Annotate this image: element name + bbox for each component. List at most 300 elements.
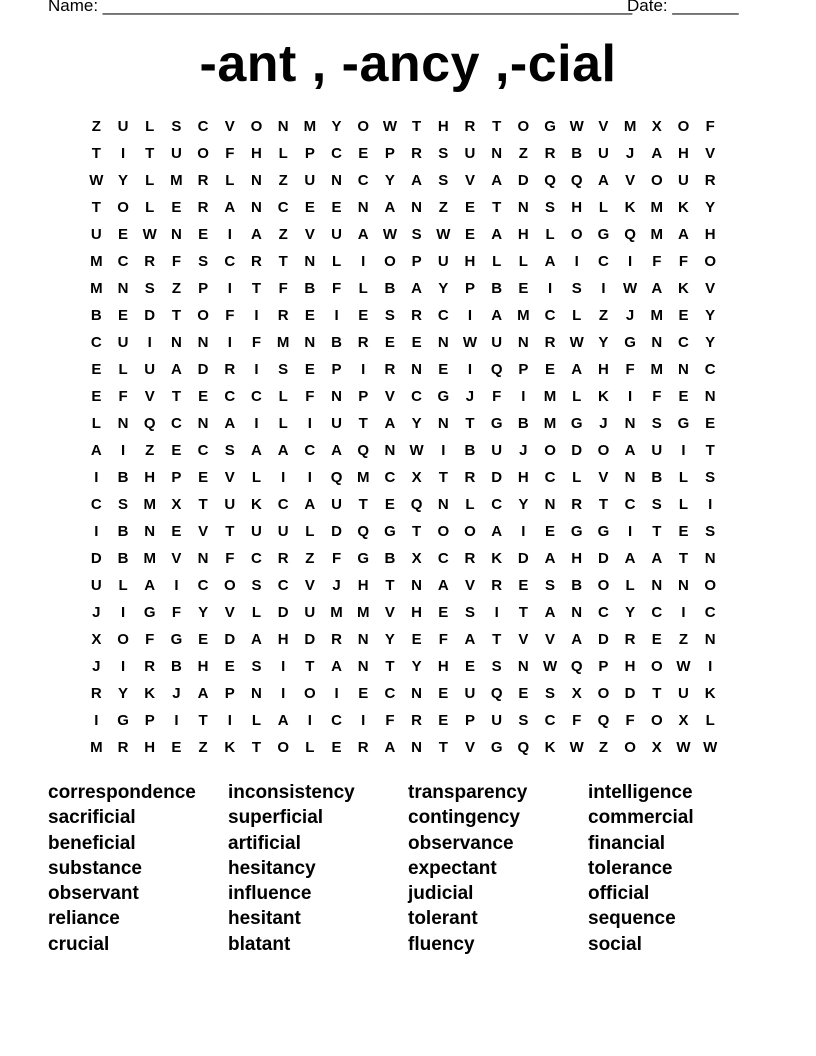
grid-letter: E [411,631,422,648]
grid-letter: U [331,415,342,432]
grid-letter: L [278,415,288,432]
grid-letter: F [145,631,155,648]
grid-letter: Z [598,739,608,756]
grid-letter: D [597,550,609,567]
grid-letter: I [174,577,179,594]
word-list-item: blatant [228,933,291,955]
grid-letter: C [197,577,209,594]
grid-letter: D [517,550,529,567]
grid-letter: Y [705,334,716,351]
grid-letter: C [251,388,262,405]
grid-letter: N [624,469,636,486]
grid-letter: R [144,253,156,270]
grid-letter: L [145,118,155,135]
grid-letter: R [251,253,262,270]
grid-letter: T [358,496,368,513]
grid-letter: O [117,631,129,648]
grid-letter: Q [570,658,583,675]
grid-letter: C [437,550,449,567]
grid-letter: P [464,712,475,729]
grid-letter: N [251,172,262,189]
grid-letter: O [464,523,476,540]
grid-letter: I [120,442,126,459]
grid-letter: N [144,523,156,540]
grid-letter: O [544,442,556,459]
grid-letter: S [464,604,475,621]
word-search-grid [83,113,724,761]
grid-letter: I [307,469,312,486]
grid-letter: R [704,172,716,189]
grid-letter: G [677,415,690,432]
grid-letter: N [517,334,529,351]
grid-letter: H [678,145,689,162]
grid-letter: E [651,631,662,648]
grid-letter: W [142,226,157,243]
grid-letter: O [704,253,716,270]
word-list-item: hesitant [228,908,301,930]
grid-letter: I [120,145,126,162]
grid-letter: S [491,658,502,675]
grid-letter: M [143,550,156,567]
grid-letter: Z [278,226,288,243]
grid-letter: T [598,496,608,513]
grid-letter: S [518,712,529,729]
grid-letter: N [704,550,716,567]
grid-letter: C [197,442,209,459]
grid-letter: T [251,739,262,756]
grid-letter: G [624,334,636,351]
grid-letter: A [544,550,556,567]
word-list-item: social [588,933,642,955]
grid-letter: N [331,388,342,405]
grid-letter: A [384,739,396,756]
grid-letter: O [650,712,663,729]
grid-letter: L [598,199,608,216]
grid-letter: N [117,415,129,432]
grid-letter: K [624,199,636,216]
grid-letter: H [437,658,449,675]
grid-letter: Q [544,172,556,189]
grid-letter: M [650,226,664,243]
grid-letter: I [174,712,179,729]
grid-letter: S [251,577,262,594]
grid-letter: X [91,631,102,648]
grid-letter: Z [278,172,288,189]
grid-letter: W [542,658,558,675]
grid-letter: U [491,712,503,729]
grid-letter: P [384,145,395,162]
grid-letter: N [411,361,423,378]
grid-letter: N [437,334,449,351]
grid-letter: U [597,145,609,162]
grid-letter: V [464,577,475,594]
grid-letter: U [90,226,102,243]
grid-letter: I [681,604,686,621]
grid-letter: O [357,118,370,135]
grid-letter: M [90,739,103,756]
grid-letter: O [597,442,610,459]
grid-letter: A [651,550,663,567]
grid-letter: E [171,199,182,216]
grid-letter: M [143,496,156,513]
grid-letter: U [464,685,476,702]
word-list-item: beneficial [48,832,136,854]
grid-letter: E [198,631,209,648]
grid-letter: S [384,307,395,324]
grid-letter: E [304,307,315,324]
grid-letter: E [438,685,449,702]
grid-letter: W [569,739,584,756]
grid-letter: U [251,523,262,540]
grid-letter: F [331,550,342,567]
grid-letter: T [91,199,101,216]
grid-letter: S [224,442,235,459]
grid-letter: F [652,253,662,270]
grid-letter: L [465,496,475,513]
grid-letter: E [118,307,129,324]
grid-letter: L [91,415,101,432]
grid-letter: B [517,415,529,432]
grid-letter: L [251,712,262,729]
grid-letter: V [598,469,609,486]
grid-letter: N [357,658,369,675]
grid-letter: V [705,145,716,162]
grid-letter: R [144,658,156,675]
grid-letter: A [144,577,156,594]
grid-letter: L [572,388,582,405]
grid-letter: M [90,253,103,270]
grid-letter: A [597,172,609,189]
grid-letter: E [198,388,209,405]
grid-letter: M [517,307,530,324]
grid-letter: S [545,685,556,702]
grid-letter: A [491,226,503,243]
grid-letter: A [277,442,289,459]
grid-letter: C [331,145,342,162]
grid-letter: K [597,388,609,405]
grid-letter: Y [411,415,422,432]
grid-letter: V [464,739,475,756]
grid-letter: J [519,442,528,459]
grid-letter: Q [490,685,503,702]
grid-letter: Z [598,307,608,324]
grid-letter: C [411,388,423,405]
grid-letter: A [224,415,236,432]
grid-letter: L [145,172,155,189]
grid-letter: L [572,307,582,324]
grid-letter: E [384,334,395,351]
grid-letter: M [276,334,290,351]
grid-letter: V [304,577,315,594]
grid-letter: E [438,712,449,729]
grid-letter: N [411,685,423,702]
grid-letter: K [491,550,503,567]
grid-letter: M [90,280,103,297]
grid-letter: I [708,496,713,513]
grid-letter: G [544,118,556,135]
grid-letter: Z [198,739,208,756]
grid-letter: Q [143,415,156,432]
grid-letter: W [623,280,638,297]
word-list-item: inconsistency [228,782,355,803]
grid-letter: P [411,253,422,270]
grid-letter: C [597,253,609,270]
grid-letter: O [650,658,663,675]
grid-letter: L [251,604,262,621]
grid-letter: F [652,388,662,405]
grid-letter: C [90,334,102,351]
grid-letter: F [225,550,235,567]
grid-letter: T [652,523,662,540]
grid-letter: U [304,604,316,621]
grid-letter: X [651,118,662,135]
grid-letter: N [304,334,316,351]
grid-letter: A [304,496,316,513]
grid-letter: P [464,280,475,297]
grid-letter: I [601,280,606,297]
grid-letter: Y [625,604,636,621]
grid-letter: N [571,604,583,621]
grid-letter: R [277,307,289,324]
grid-letter: S [198,253,209,270]
grid-letter: T [492,118,502,135]
grid-letter: K [144,685,156,702]
grid-letter: F [438,631,448,648]
grid-letter: S [571,280,582,297]
grid-letter: R [464,118,476,135]
grid-letter: Y [198,604,209,621]
grid-letter: A [624,550,636,567]
grid-letter: S [651,415,662,432]
word-list-item: commercial [588,807,694,829]
grid-letter: C [224,388,236,405]
grid-letter: T [91,145,101,162]
grid-letter: L [545,226,555,243]
grid-letter: U [437,253,449,270]
grid-letter: I [708,658,713,675]
grid-letter: V [518,631,529,648]
grid-letter: A [170,361,182,378]
grid-letter: T [385,577,395,594]
grid-letter: C [437,307,449,324]
grid-letter: A [411,172,423,189]
word-list-item: sequence [588,908,676,930]
grid-letter: H [571,550,583,567]
grid-letter: A [331,442,342,459]
grid-letter: R [411,145,423,162]
word-list-item: expectant [408,857,497,879]
grid-letter: B [331,334,342,351]
grid-letter: N [411,577,423,594]
grid-letter: T [678,550,689,567]
grid-letter: O [570,226,583,243]
grid-letter: O [277,739,289,756]
grid-letter: E [331,739,342,756]
grid-letter: I [227,334,232,351]
grid-letter: U [464,145,476,162]
grid-letter: P [304,145,315,162]
grid-letter: I [628,253,633,270]
grid-letter: C [277,199,289,216]
grid-letter: S [705,523,716,540]
grid-letter: N [624,415,636,432]
grid-letter: O [517,118,530,135]
grid-letter: E [705,415,716,432]
grid-letter: N [437,496,449,513]
grid-letter: I [307,415,312,432]
word-list-item: tolerant [408,908,478,930]
grid-letter: D [90,550,102,567]
grid-letter: E [198,469,209,486]
grid-letter: C [544,712,556,729]
grid-letter: Q [570,172,583,189]
grid-letter: O [677,118,690,135]
grid-letter: G [570,523,583,540]
grid-letter: A [491,307,503,324]
grid-letter: E [464,199,475,216]
grid-letter: E [358,685,369,702]
grid-letter: K [544,739,556,756]
grid-letter: W [436,226,451,243]
grid-letter: I [281,469,286,486]
grid-letter: I [227,226,232,243]
grid-letter: C [651,604,663,621]
grid-letter: W [703,739,718,756]
grid-letter: I [628,388,633,405]
grid-letter: Y [118,685,129,702]
grid-letter: C [170,415,182,432]
grid-letter: V [224,604,235,621]
grid-letter: H [571,199,583,216]
grid-letter: N [704,388,716,405]
grid-letter: Y [598,334,609,351]
grid-letter: P [198,280,209,297]
grid-letter: C [117,253,129,270]
grid-letter: Z [305,550,315,567]
grid-letter: J [465,388,475,405]
grid-letter: E [384,496,395,513]
grid-letter: V [384,604,395,621]
grid-letter: N [437,415,449,432]
grid-letter: E [464,658,475,675]
grid-letter: P [331,361,342,378]
grid-letter: N [251,199,262,216]
grid-letter: F [572,712,582,729]
grid-letter: N [117,280,129,297]
grid-letter: U [331,496,342,513]
grid-letter: O [437,523,450,540]
grid-letter: C [384,469,396,486]
grid-letter: E [304,361,315,378]
grid-letter: F [625,712,635,729]
grid-letter: H [197,658,209,675]
grid-letter: E [411,334,422,351]
word-list-item: sacrificial [48,807,136,829]
grid-letter: S [438,172,449,189]
grid-letter: V [144,388,155,405]
grid-letter: X [171,496,182,513]
grid-letter: F [225,307,235,324]
grid-letter: E [518,280,529,297]
grid-letter: X [411,550,422,567]
grid-letter: E [678,388,689,405]
grid-letter: E [171,523,182,540]
grid-letter: H [437,118,449,135]
grid-letter: Y [411,658,422,675]
grid-letter: N [384,442,396,459]
grid-letter: E [91,361,102,378]
grid-letter: A [651,145,663,162]
grid-letter: A [437,577,449,594]
grid-letter: U [678,685,689,702]
grid-letter: I [94,469,99,486]
word-list-item: intelligence [588,782,693,803]
word-list-item: fluency [408,933,475,955]
grid-letter: I [334,307,339,324]
grid-letter: C [544,469,556,486]
grid-letter: I [227,280,232,297]
grid-letter: I [361,361,366,378]
grid-letter: W [569,118,584,135]
word-list-item: observance [408,832,514,854]
grid-letter: G [437,388,450,405]
grid-letter: B [571,145,583,162]
grid-letter: I [521,523,526,540]
grid-letter: U [144,361,156,378]
grid-letter: G [597,226,610,243]
grid-letter: P [171,469,182,486]
grid-letter: B [384,280,396,297]
grid-letter: G [490,415,503,432]
grid-letter: L [678,469,689,486]
grid-letter: P [224,685,235,702]
grid-letter: I [120,658,126,675]
grid-letter: L [278,388,288,405]
grid-letter: E [171,739,182,756]
grid-letter: T [251,280,262,297]
grid-letter: I [441,442,446,459]
grid-letter: W [382,226,397,243]
grid-letter: M [170,172,183,189]
grid-letter: R [197,199,209,216]
grid-letter: F [171,253,181,270]
grid-letter: H [357,577,369,594]
grid-letter: M [650,199,664,216]
grid-letter: Z [91,118,101,135]
grid-letter: H [277,631,289,648]
grid-letter: V [304,226,315,243]
grid-letter: D [331,523,342,540]
grid-letter: S [545,577,556,594]
grid-letter: F [331,280,342,297]
grid-letter: P [598,658,609,675]
grid-letter: J [625,307,635,324]
grid-letter: A [277,712,289,729]
grid-letter: O [650,172,663,189]
grid-letter: T [278,253,288,270]
grid-letter: N [411,199,423,216]
word-list-item: official [588,883,650,905]
grid-letter: C [384,685,396,702]
grid-letter: R [464,469,476,486]
grid-letter: N [197,334,209,351]
grid-letter: G [357,550,370,567]
grid-letter: O [197,145,209,162]
grid-letter: T [652,685,662,702]
grid-letter: C [678,334,689,351]
grid-letter: Y [438,280,449,297]
grid-letter: I [254,361,259,378]
